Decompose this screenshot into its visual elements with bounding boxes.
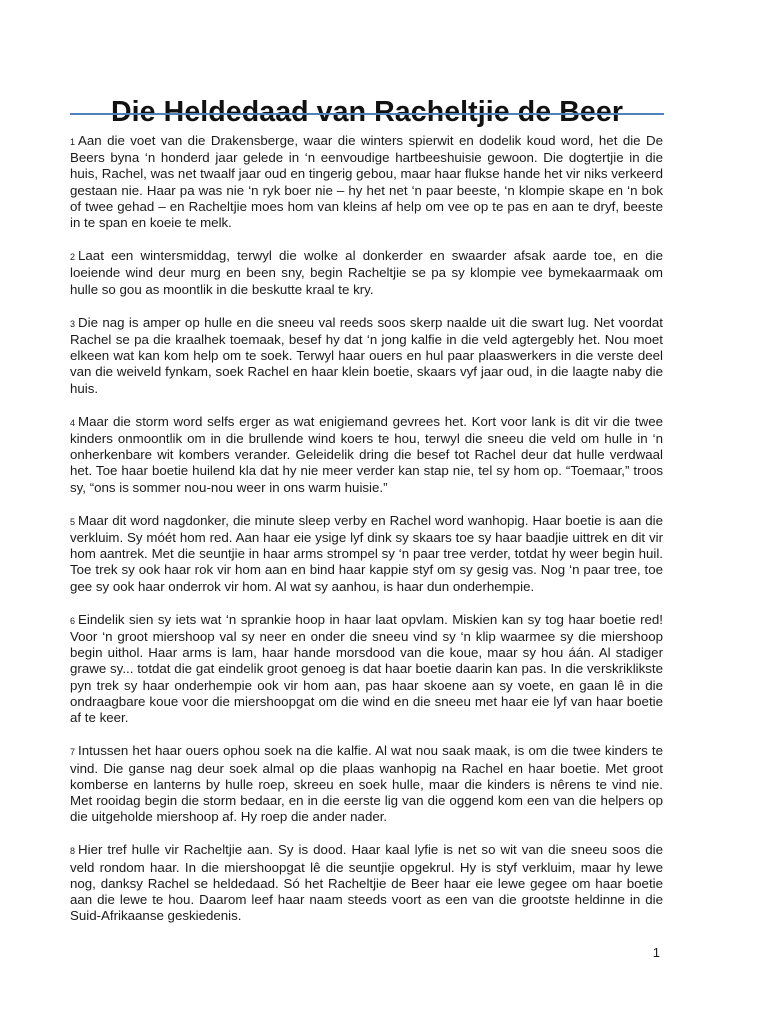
- paragraph-1: [70, 133, 663, 231]
- paragraph-number: 5: [70, 516, 76, 527]
- paragraph-7: [70, 743, 663, 825]
- paragraph-number: 2: [70, 252, 76, 263]
- paragraph-4: [70, 414, 663, 496]
- paragraph-number: 6: [70, 615, 76, 626]
- paragraph-text: Intussen het haar ouers ophou soek na die kalfie. Al wat nou saak maak, is om die twee kinders te vind. Die ganse nag deur soek almal op die plaas wanhopig na Rachel en haar boetie. Met groot komberse en lanterns by hulle roep, skreeu en soek hulle, maar die kinders is nêrens te vind nie. Met rooidag begin die storm bedaar, en in die eerste lig van die oggend kom een van die helpers op die uitgeholde miershoop af. Hy roep die ander nader.: [70, 743, 663, 825]
- paragraph-5: [70, 513, 663, 595]
- paragraph-text: Maar die storm word selfs erger as wat enigiemand gevrees het. Kort voor lank is dit vir die twee kinders onmoontlik om in die brullende wind koers te hou, terwyl die sneeu die veld om hulle in ‘n onherkenbare wit kombers verander. Geleidelik dring die besef tot Rachel deur dat hulle verdwaal het. Toe haar boetie huilend kla dat hy nie meer verder kan stap nie, tel sy hom op. “Toemaar,” troos sy, “ons is sommer nou-nou weer in ons warm huisie.”: [70, 413, 663, 495]
- paragraph-number: 3: [70, 318, 76, 329]
- paragraph-8: [70, 842, 663, 924]
- paragraph-3: [70, 315, 663, 397]
- paragraph-text: Aan die voet van die Drakensberge, waar die winters spierwit en dodelik koud word, het die De Beers byna ‘n honderd jaar gelede in ‘n eenvoudige hartbeeshuisie gewoon. Die dogtertjie in die huis, Rachel, was net twaalf jaar oud en tingerig gebou, maar haar flukse hande het vir niks verkeerd gestaan nie. Haar pa was nie ‘n ryk boer nie – hy het net ‘n paar beeste, ‘n klompie skape en ‘n bok of twee gehad – en Racheltjie moes hom van kleins af help om vee op te pas en aan te dryf, beeste in te span en koeie te melk.: [70, 133, 663, 231]
- paragraph-text: Eindelik sien sy iets wat ‘n sprankie hoop in haar laat opvlam. Miskien kan sy tog haar boetie red! Voor ‘n groot miershoop val sy neer en onder die sneeu vind sy ‘n klip waarmee sy die miershoop begin uithol. Haar arms is lam, haar hande morsdood van die koue, maar sy hou áán. Al stadiger grawe sy... totdat die gat eindelik groot genoeg is dat haar boetie daarin kan pas. In die verskriklikste pyn trek sy haar onderhempie ook vir hom aan, pas haar skoene aan sy voete, en gaan lê in die ondraagbare koue voor die miershoopgat om die wind en die sneeu met haar eie lyf van haar boetie af te keer.: [70, 611, 663, 726]
- paragraph-6: [70, 612, 663, 726]
- paragraph-text: Laat een wintersmiddag, terwyl die wolke al donkerder en swaarder afsak aarde toe, en die loeiende wind deur murg en been sny, begin Racheltjie se pa sy klompie vee bymekaarmaak om hulle so gou as moontlik in die beskutte kraal te kry.: [70, 248, 663, 297]
- paragraph-text: Hier tref hulle vir Racheltjie aan. Sy is dood. Haar kaal lyfie is net so wit van die sneeu soos die veld rondom haar. In die miershoopgat lê die seuntjie opgekrul. Hy is styf verkluim, maar hy lewe nog, danksy Rachel se heldedaad. Só het Racheltjie de Beer haar eie lewe gegee om haar boetie aan die lewe te hou. Daarom leef haar naam steeds voort as een van die grootste heldinne in die Suid-Afrikaanse geskiedenis.: [70, 842, 663, 924]
- paragraph-text: Die nag is amper op hulle en die sneeu val reeds soos skerp naalde uit die swart lug. Net voordat Rachel se pa die kraalhek toemaak, besef hy dat ‘n jong kalfie in die veld agtergebly het. Nou moet elkeen wat kan kom help om te soek. Terwyl haar ouers en hul paar plaaswerkers in die verste deel van die weiveld fynkam, soek Rachel en haar klein boetie, skaars vyf jaar oud, in die laagte naby die huis.: [70, 314, 663, 396]
- paragraph-2: [70, 248, 663, 298]
- document-title: Die Heldedaad van Racheltjie de Beer: [110, 96, 624, 129]
- title-underline: [70, 113, 664, 115]
- page-number: 1: [652, 945, 660, 960]
- document-body: [70, 133, 663, 941]
- paragraph-number: 8: [70, 846, 76, 857]
- paragraph-number: 7: [70, 747, 76, 758]
- paragraph-number: 4: [70, 417, 76, 428]
- paragraph-number: 1: [70, 137, 76, 147]
- paragraph-text: Maar dit word nagdonker, die minute sleep verby en Rachel word wanhopig. Haar boetie is aan die verkluim. Sy móét hom red. Aan haar eie ysige lyf dink sy skaars toe sy haar baadjie uittrek en dit vir hom aantrek. Met die seuntjie in haar arms strompel sy ‘n paar tree verder, totdat hy weer begin huil. Toe trek sy ook haar rok vir hom aan en bind haar kappie styf om sy gesig vas. Nog ‘n paar tree, toe gee sy ook haar onderrok vir hom. Al wat sy aanhou, is haar dun onderhempie.: [70, 512, 663, 594]
